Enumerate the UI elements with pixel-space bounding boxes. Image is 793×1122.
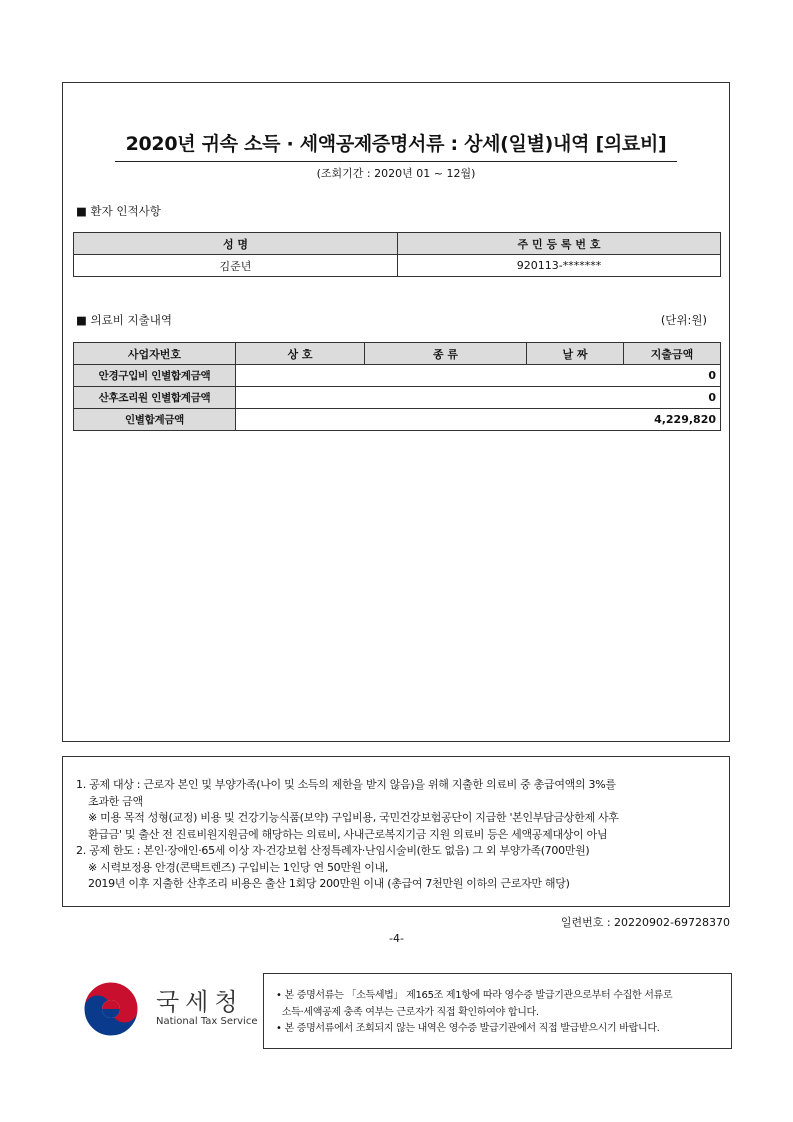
nts-logo [82, 980, 258, 1040]
page-number: -4- [389, 932, 404, 945]
title-underline [115, 161, 677, 162]
name-header: 성 명 [74, 233, 398, 255]
unit-label: (단위:원) [660, 313, 707, 327]
patient-table [73, 232, 721, 277]
glasses-total-amount: 0 [236, 365, 721, 387]
inquiry-period: (조회기간 : 2020년 01 ~ 12월) [316, 167, 476, 180]
logo-korean-text: 국세청 [156, 988, 244, 1016]
serial-number: 일련번호 : 20220902-69728370 [560, 916, 730, 929]
note-line: 초과한 금액 [88, 794, 143, 808]
postnatal-total-label: 산후조리원 인별합계금액 [74, 387, 236, 409]
note-line: 환급금' 및 출산 전 진료비원지원금에 해당하는 의료비, 사내근로복지기금 지원 의료비 등은 세액공제대상이 아님 [88, 827, 608, 841]
disclaimer-line: • 본 증명서류는 「소득세법」 제165조 제1항에 따라 영수증 발급기관으로부터 수집한 서류로 [276, 990, 673, 1001]
expense-header-row [74, 343, 721, 365]
note-line: ※ 미용 목적 성형(교정) 비용 및 건강기능식품(보약) 구입비용, 국민건강보험공단이 지급한 '본인부담금상한제 사후 [88, 811, 619, 824]
table-row [74, 409, 721, 431]
note-line: 1. 공제 대상 : 근로자 본인 및 부양가족(나이 및 소득의 제한을 받지 않음)을 위해 지출한 의료비 중 총급여액의 3%를 [76, 778, 616, 791]
patient-rrn: 920113-******* [398, 255, 721, 277]
disclaimer-line: • 본 증명서류에서 조회되지 않는 내역은 영수증 발급기관에서 직접 발급받으시기 바랍니다. [276, 1023, 660, 1034]
table-row [74, 387, 721, 409]
note-line: 2019년 이후 지출한 산후조리 비용은 출산 1회당 200만원 이내 (총급여 7천만원 이하의 근로자만 해당) [88, 877, 570, 890]
category-header: 종 류 [365, 343, 527, 365]
notes-box [62, 756, 730, 907]
patient-name: 김준년 [74, 255, 398, 277]
disclaimer-line: 소득·세액공제 충족 여부는 근로자가 직접 확인하여야 합니다. [276, 1006, 539, 1018]
amount-header: 지출금액 [624, 343, 721, 365]
logo-english-text: National Tax Service [156, 1016, 258, 1027]
person-total-amount: 4,229,820 [236, 409, 721, 431]
expense-section-label: ■ 의료비 지출내역 [76, 313, 172, 327]
document-main-box [62, 82, 730, 742]
date-header: 날 짜 [527, 343, 624, 365]
business-number-header: 사업자번호 [74, 343, 236, 365]
patient-section-label: ■ 환자 인적사항 [76, 204, 161, 218]
expense-table [73, 342, 721, 431]
postnatal-total-amount: 0 [236, 387, 721, 409]
disclaimer-box [263, 973, 732, 1049]
company-name-header: 상 호 [236, 343, 365, 365]
document-title: 2020년 귀속 소득 · 세액공제증명서류 : 상세(일별)내역 [의료비] [125, 133, 667, 155]
glasses-total-label: 안경구입비 인별합계금액 [74, 365, 236, 387]
table-row [74, 365, 721, 387]
taegeuk-icon [82, 980, 140, 1038]
note-line: ※ 시력보정용 안경(콘택트렌즈) 구입비는 1인당 연 50만원 이내, [88, 860, 389, 874]
note-line: 2. 공제 한도 : 본인·장애인·65세 이상 자·건강보험 산정특례자·난임시술비(한도 없음) 그 외 부양가족(700만원) [76, 844, 590, 857]
rrn-header: 주 민 등 록 번 호 [398, 233, 721, 255]
person-total-label: 인별합계금액 [74, 409, 236, 431]
